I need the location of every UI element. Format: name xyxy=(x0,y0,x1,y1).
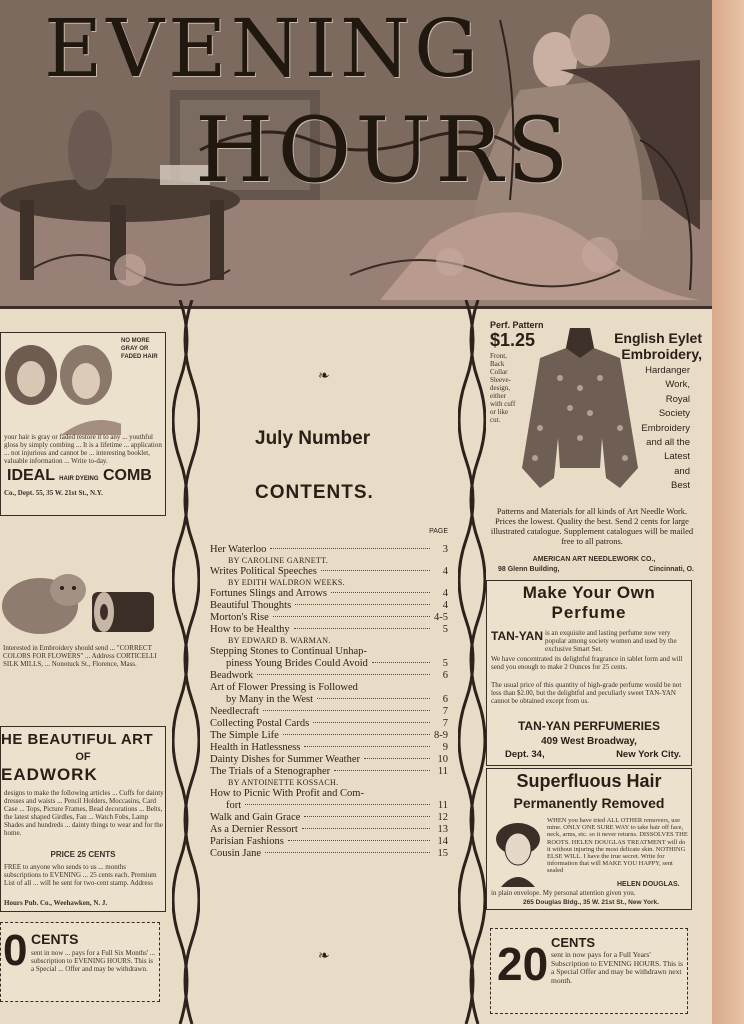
beadwork-price: PRICE 25 CENTS xyxy=(50,850,116,859)
eylet-title-line1: English Eylet xyxy=(614,330,702,346)
toc-leader-dots xyxy=(321,570,430,571)
cents-word: CENTS xyxy=(31,931,79,947)
toc-entry xyxy=(210,694,448,706)
toc-leader-dots xyxy=(270,548,430,549)
beadwork-free-offer: FREE to anyone who sends to us ... months subscriptions to EVENING ... 25 cents each. Premium List of all ... will be sent for two-cent stamp. Address xyxy=(4,863,157,887)
toc-leader-dots xyxy=(304,816,430,817)
toc-entry xyxy=(210,670,448,682)
toc-entry-page: 9 xyxy=(442,742,448,753)
tan-yan-perfume-ad xyxy=(486,580,692,766)
toc-leader-dots xyxy=(265,852,430,853)
hair-removal-body: WHEN you have tried ALL OTHER removers, use mine. ONLY ONE SURE WAY to take hair off face, neck, arms, etc. so it never returns. DISSOLVES THE ROOTS. HELEN DOUGLAS TREATMENT will do it without injuring the most delicate skin. NOTHING ELSE WILL. I have the true secret. Write for information that will MAKE YOU HAPPY, sent sealed xyxy=(547,817,688,875)
eylet-ad-body: Patterns and Materials for all kinds of Art Needle Work. Prices the lowest. Quality the best. Send 2 cents for large illustrated catalogue. Supplement catalogues will be mailed free to all patrons. xyxy=(490,506,694,546)
toc-entry-title: How to be Healthy xyxy=(210,624,290,635)
toc-entry-page: 11 xyxy=(437,800,448,811)
hair-removal-envelope: in plain envelope. My personal attention given you. xyxy=(491,889,636,897)
eylet-services-list xyxy=(616,364,690,494)
beadwork-ad-body: designs to make the following articles ... Cuffs for dainty dresses and waists ... Pencil Holders, Moccasins, Card Case ... Tops, Picture Frames, Bead decorations ... Belts, the latest shaped Girdles, Fan ... Watch Fobs, Lamp Shades and hundreds ... dainty things to wear and for the home. xyxy=(4,789,164,837)
toc-entry-author: BY EDWARD B. WARMAN. xyxy=(228,636,331,645)
no-more-gray-tag: NO MORE GRAY OR FADED HAIR xyxy=(121,338,158,360)
toc-entry xyxy=(210,544,448,556)
toc-entry xyxy=(210,788,448,800)
eylet-list-item: Best xyxy=(670,480,690,492)
eylet-list-item: Work, xyxy=(665,379,690,391)
needlework-address: 98 Glenn Building, xyxy=(498,566,560,573)
toc-leader-dots xyxy=(288,840,430,841)
cents-ad-body: sent in now ... pays for a Full Six Months' ... subscription to EVENING HOURS. This is a Special ... Offer and may be withdrawn. xyxy=(31,949,156,973)
toc-leader-dots xyxy=(364,758,430,759)
toc-leader-dots xyxy=(257,674,430,675)
toc-entry-title: Cousin Jane xyxy=(210,848,262,859)
hair-removal-title-1: Superfluous Hair xyxy=(516,771,662,791)
page-column-label: PAGE xyxy=(429,528,448,535)
perfume-title-line2: Perfume xyxy=(551,603,627,622)
fleuron-bottom-icon: ❧ xyxy=(318,949,330,964)
twenty-cents-body: sent in now pays for a Full Years' Subscription to EVENING HOURS. This is a Special Offer and may be withdrawn next month. xyxy=(551,951,683,985)
toc-entry-continuation: fort xyxy=(226,800,242,811)
toc-entry-title: Stepping Stones to Continual Unhap- xyxy=(210,646,367,657)
toc-entry xyxy=(210,848,448,860)
right-ad-column xyxy=(486,310,702,1024)
eylet-title xyxy=(598,330,702,362)
toc-entry-continuation: piness Young Brides Could Avoid xyxy=(226,658,368,669)
ideal-brand-text: IDEAL xyxy=(7,467,55,484)
toc-entry-page: 5 xyxy=(442,658,448,669)
eylet-list-item: Society xyxy=(658,408,690,420)
toc-entry-title: Needlecraft xyxy=(210,706,259,717)
toc-entry-page: 10 xyxy=(437,754,448,765)
women-portrait-illustration xyxy=(1,335,121,435)
toc-entry-page: 13 xyxy=(437,824,448,835)
woman-portrait-illustration xyxy=(491,817,545,887)
toc-entry-page: 4-5 xyxy=(434,612,448,623)
helen-douglas-name: HELEN DOUGLAS. xyxy=(617,881,680,888)
toc-entry-author: BY ANTOINETTE KOSSACH. xyxy=(228,778,339,787)
perfume-street: 409 West Broadway, xyxy=(541,736,637,747)
toc-entry-title: Parisian Fashions xyxy=(210,836,284,847)
toc-entry xyxy=(210,600,448,612)
six-months-cents-ad xyxy=(0,922,160,1002)
toc-entry xyxy=(210,718,448,730)
toc-entry xyxy=(210,824,448,836)
toc-entry-page: 4 xyxy=(442,566,448,577)
perfume-city: New York City. xyxy=(616,749,681,760)
toc-entry-page: 6 xyxy=(442,670,448,681)
issue-number: July Number xyxy=(255,428,371,449)
toc-entry-page: 6 xyxy=(442,694,448,705)
needlework-city: Cincinnati, O. xyxy=(648,566,694,573)
toc-leader-dots xyxy=(372,662,430,663)
beadwork-title-2: EADWORK xyxy=(1,765,98,784)
perfume-dept: Dept. 34, xyxy=(505,749,545,760)
toc-entry xyxy=(210,766,448,778)
left-ad-column xyxy=(0,310,170,1024)
contents-column xyxy=(200,310,458,1024)
toc-leader-dots xyxy=(313,722,430,723)
toc-entry-title: How to Picnic With Profit and Com- xyxy=(210,788,364,799)
toc-entry-title: Beadwork xyxy=(210,670,254,681)
tan-yan-brand: TAN-YAN xyxy=(491,629,544,643)
toc-entry-title: Fortunes Slings and Arrows xyxy=(210,588,327,599)
beadwork-ad xyxy=(0,726,166,912)
beadwork-title-of: OF xyxy=(75,751,91,763)
eylet-list-item: and xyxy=(674,465,690,477)
toc-entry-page: 7 xyxy=(442,706,448,717)
toc-entry-page: 14 xyxy=(437,836,448,847)
silk-ad-body: Interested in Embroidery should send ... "CORRECT COLORS FOR FLOWERS" ... Address CORTICELLI SILK MILLS, ... Nonotuck St., Florence, Mass. xyxy=(3,644,157,668)
toc-entry-title: Collecting Postal Cards xyxy=(210,718,310,729)
ideal-brand xyxy=(7,467,152,485)
toc-entry-title: Her Waterloo xyxy=(210,544,267,555)
toc-entry xyxy=(210,624,448,636)
toc-entry xyxy=(210,754,448,766)
comb-brand-text: COMB xyxy=(102,467,152,484)
twenty-cents-digits: 20 xyxy=(497,938,549,990)
table-of-contents xyxy=(210,544,448,860)
beadwork-title-1: HE BEAUTIFUL ART xyxy=(1,731,154,748)
toc-entry-title: The Simple Life xyxy=(210,730,279,741)
eylet-list-item: Hardanger xyxy=(645,365,690,376)
toc-entry-author: BY EDITH WALDRON WEEKS. xyxy=(228,578,345,587)
toc-entry-page: 5 xyxy=(442,624,448,635)
toc-entry xyxy=(210,682,448,694)
toc-leader-dots xyxy=(334,770,430,771)
toc-entry-title: Morton's Rise xyxy=(210,612,269,623)
toc-entry xyxy=(210,646,448,658)
cents-digit: 0 xyxy=(3,926,28,975)
toc-leader-dots xyxy=(273,616,430,617)
toc-entry xyxy=(210,706,448,718)
toc-leader-dots xyxy=(317,698,430,699)
toc-entry-title: The Trials of a Stenographer xyxy=(210,766,331,777)
toc-entry-title: Walk and Gain Grace xyxy=(210,812,301,823)
toc-leader-dots xyxy=(331,592,430,593)
full-year-cents-ad xyxy=(490,928,688,1014)
pattern-description: Front, Back Collar Sleeve-design, either with cuff or like cut. xyxy=(490,352,516,424)
fleuron-top-icon: ❧ xyxy=(318,369,330,384)
corticelli-silk-ad xyxy=(0,560,166,700)
toc-entry-title: As a Dernier Ressort xyxy=(210,824,298,835)
hair-comb-ad xyxy=(0,332,166,516)
toc-entry-page: 4 xyxy=(442,600,448,611)
hair-dyeing-text: HAIR DYEING xyxy=(59,476,99,482)
hair-removal-title-2: Permanently Removed xyxy=(513,795,665,811)
toc-entry-page: 4 xyxy=(442,588,448,599)
hair-ad-address: Co., Dept. 55, 35 W. 21st St., N.Y. xyxy=(4,489,103,497)
toc-leader-dots xyxy=(283,734,430,735)
vine-divider-right xyxy=(458,300,486,1024)
eylet-title-line2: Embroidery, xyxy=(621,346,702,362)
toc-entry xyxy=(210,588,448,600)
toc-entry-author: BY CAROLINE GARNETT. xyxy=(228,556,328,565)
perfume-body-3: The usual price of this quantity of high-grade perfume would be not less than $2.00, but the delightful and peculiarly sweet TAN-YAN cannot be obtained except from us. xyxy=(491,681,682,705)
toc-entry-page: 8-9 xyxy=(434,730,448,741)
superfluous-hair-ad xyxy=(486,768,692,910)
toc-entry-title: Health in Hatlessness xyxy=(210,742,301,753)
toc-entry-page: 11 xyxy=(437,766,448,777)
toc-entry-page: 15 xyxy=(437,848,448,859)
toc-entry-page: 7 xyxy=(442,718,448,729)
beadwork-publisher: Hours Pub. Co., Weehawken, N. J. xyxy=(4,899,108,907)
vine-divider-left xyxy=(172,300,200,1024)
eylet-list-item: Embroidery xyxy=(641,422,690,434)
toc-entry-title: Art of Flower Pressing is Followed xyxy=(210,682,358,693)
toc-entry xyxy=(210,812,448,824)
twenty-cents-word: CENTS xyxy=(551,935,596,950)
perfume-body-1: is an exquisite and lasting perfume now very popular among society women and used by the exclusive Smart Set. xyxy=(545,629,677,653)
perfume-company: TAN-YAN PERFUMERIES xyxy=(517,719,660,733)
toc-entry-title: Beautiful Thoughts xyxy=(210,600,292,611)
toc-entry-page: 12 xyxy=(437,812,448,823)
toc-entry xyxy=(210,658,448,670)
eylet-list-item: Royal xyxy=(665,393,690,405)
toc-leader-dots xyxy=(302,828,430,829)
toc-leader-dots xyxy=(295,604,430,605)
contents-heading: CONTENTS. xyxy=(255,482,374,503)
perf-pattern-label: Perf. Pattern xyxy=(490,320,544,330)
toc-entry xyxy=(210,612,448,624)
perfume-title-line1: Make Your Own xyxy=(522,583,656,602)
page-edge xyxy=(712,0,744,1024)
toc-leader-dots xyxy=(245,804,430,805)
masthead xyxy=(0,0,712,309)
toc-entry xyxy=(210,836,448,848)
eylet-embroidery-ad xyxy=(486,318,702,580)
eylet-list-item: and all the xyxy=(646,437,690,449)
toc-entry xyxy=(210,800,448,812)
hair-ad-body: your hair is gray or faded restore it to any ... youthful gloss by simply combing ... It is a lifetime ... application ... not injurious and cannot be ... interesting booklet, valuable information ... Write to-day. xyxy=(4,433,162,465)
needlework-company: AMERICAN ART NEEDLEWORK CO., xyxy=(532,556,656,563)
masthead-title-evening: EVENING xyxy=(44,2,483,95)
toc-entry-page: 3 xyxy=(442,544,448,555)
toc-entry xyxy=(210,742,448,754)
toc-entry xyxy=(210,566,448,578)
perfume-body-2: We have concentrated its delightful fragrance in tablet form and will send you enough to make 2 Ounces for 25 cents. xyxy=(491,655,683,671)
toc-leader-dots xyxy=(294,628,430,629)
helen-douglas-address: 265 Douglas Bldg., 35 W. 21st St., New York. xyxy=(523,899,659,906)
toc-entry xyxy=(210,730,448,742)
eylet-list-item: Latest xyxy=(664,451,690,463)
toc-entry-continuation: by Many in the West xyxy=(226,694,314,705)
toc-entry-title: Writes Political Speeches xyxy=(210,566,317,577)
toc-leader-dots xyxy=(304,746,430,747)
kittens-spool-illustration xyxy=(0,560,166,642)
toc-entry-title: Dainty Dishes for Summer Weather xyxy=(210,754,361,765)
masthead-title-hours: HOURS xyxy=(195,98,573,203)
pattern-price: $1.25 xyxy=(490,330,536,350)
toc-leader-dots xyxy=(263,710,430,711)
